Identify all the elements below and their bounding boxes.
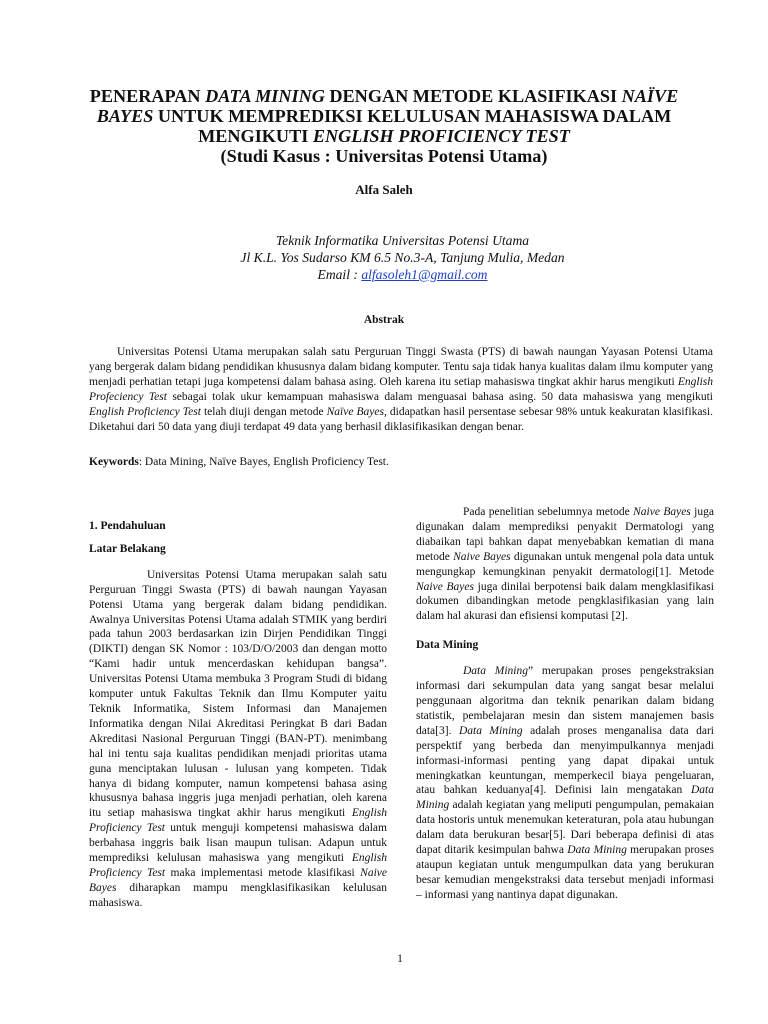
title-line-2: BAYES UNTUK MEMPREDIKSI KELULUSAN MAHASISWA DALAM (96, 106, 672, 126)
subsection-heading: Latar Belakang (89, 542, 166, 555)
affiliation-institution: Teknik Informatika Universitas Potensi Utama (275, 233, 530, 248)
abstract-heading: Abstrak (363, 314, 405, 326)
email-link[interactable]: alfasoleh1@gmail.com (361, 267, 488, 282)
affiliation-address: Jl K.L. Yos Sudarso KM 6.5 No.3-A, Tanjung Mulia, Medan (240, 250, 565, 265)
keywords-label: Keywords (89, 456, 139, 468)
paper-title (80, 86, 688, 166)
body-paragraph: Pada penelitian sebelumnya metode Naive Bayes juga digunakan dalam memprediksi penyakit Dermatologi yang diabaikan tapi bahkan dapat menyebabkan kematian di mana metode Naive Bayes digunakan untuk mengenal pola data untuk mengungkap kemungkinan penyakit dermatologi[1]. Metode Naive Bayes juga dinilai berpotensi baik dalam mengklasifikasi dokumen dibandingkan metode pengklasifikasian yang lain dalam hal akurasi dan efisiensi komputasi [2]. (416, 506, 714, 623)
body-paragraph: Universitas Potensi Utama merupakan salah satu Perguruan Tinggi Swasta (PTS) di bawah naungan Yayasan Potensi Utama yang bergerak dalam bidang pendidikan. Awalnya Universitas Potensi Utama adalah STMIK yang berdiri pada tahun 2003 berdasarkan izin Dirjen Pendidikan Tinggi (DIKTI) dengan SK Nomor : 103/D/O/2003 dan dengan motto “Kami hadir untuk mencerdaskan kehidupan bangsa”. Universitas Potensi Utama membuka 3 Program Studi di bidang komputer untuk Fakultas Teknik dan Ilmu Komputer yaitu Teknik Informatika, Sistem Informasi dan Manajemen Informatika dengan Nilai Akreditasi Peringkat B dari Badan Akreditasi Nasional Perguruan Tinggi (BAN-PT). menimbang hal ini tentu saja kualitas pendidikan menjadi prioritas utama guna menciptakan lulusan - lulusan yang kompeten. Tidak hanya di bidang komputer, namun kompetensi bahasa asing khususnya bahasa inggris juga menjadi perhatian, oleh karena itu setiap mahasiswa tingkat akhir harus mengikuti English Proficiency Test untuk menguji kompetensi mahasiswa dalam berbahasa inggris baik lisan maupun tulisan. Adapun untuk memprediksi kelulusan mahasiswa yang mengikuti English Proficiency Test maka implementasi metode klasifikasi Naive Bayes diharapkan mampu mengklasifikasikan kelulusan mahasiswa. (89, 568, 387, 909)
affiliation (0, 232, 768, 283)
body-paragraph: Data Mining” merupakan proses pengekstraksian informasi dari sekumpulan data yang sangat besar melalui penggunaan algoritma dan teknik penarikan dalam bidang statistik, pembelajaran mesin dan sistem manajemen basis data[3]. Data Mining adalah proses menganalisa data dari perspektif yang berbeda dan menyimpulkannya menjadi informasi-informasi penting yang dapat dipakai untuk meningkatkan keuntungan, memperkecil biaya pengeluaran, atau bahkan keduanya[4]. Definisi lain mengatakan Data Mining adalah kegiatan yang meliputi pengumpulan, pemakaian data hostoris untuk menemukan keteraturan, pola atau hubungan dalam data berukuran besar[5]. Dari beberapa definisi di atas dapat ditarik kesimpulan bahwa Data Mining merupakan proses ataupun kegiatan untuk mengumpulkan data yang berukuran besar kemudian mengekstraksi data tersebut menjadi informasi – informasi yang nantinya dapat digunakan. (416, 665, 714, 901)
keywords-text: : Data Mining, Naïve Bayes, English Proficiency Test. (138, 456, 389, 468)
title-line-3: MENGIKUTI ENGLISH PROFICIENCY TEST (198, 126, 570, 146)
title-subtitle: (Studi Kasus : Universitas Potensi Utama) (220, 146, 548, 166)
abstract-body (89, 345, 713, 434)
section-heading: 1. Pendahuluan (89, 520, 166, 532)
author-name: Alfa Saleh (355, 182, 413, 197)
affiliation-email-line: Email : alfasoleh1@gmail.com (317, 267, 488, 282)
data-mining-heading: Data Mining (416, 639, 479, 652)
abstract-paragraph: Universitas Potensi Utama merupakan salah satu Perguruan Tinggi Swasta (PTS) di bawah naungan Yayasan Potensi Utama yang bergerak dalam bidang pendidikan khususnya dalam bidang komputer. Tentu saja tidak hanya kualitas dalam ilmu komputer yang menjadi perhatian tetapi juga kompetensi dalam bahasa asing. Oleh karena itu setiap mahasiswa tingkat akhir harus mengikuti English Profeciency Test sebagai tolak ukur kemampuan mahasiswa dalam menguasai bahasa asing. 50 data mahasiswa yang mengikuti English Proficiency Test telah diuji dengan metode Naïve Bayes, didapatkan hasil persentase sebesar 98% untuk keakuratan klasifikasi. Diketahui dari 50 data yang diuji terdapat 49 data yang berhasil diklasifikasikan dengan benar. (89, 346, 713, 433)
left-column (89, 519, 387, 911)
page-number: 1 (397, 953, 403, 965)
right-column (416, 505, 714, 903)
title-line-1: PENERAPAN DATA MINING DENGAN METODE KLASIFIKASI NAÏVE (89, 86, 679, 106)
keywords (89, 456, 713, 468)
